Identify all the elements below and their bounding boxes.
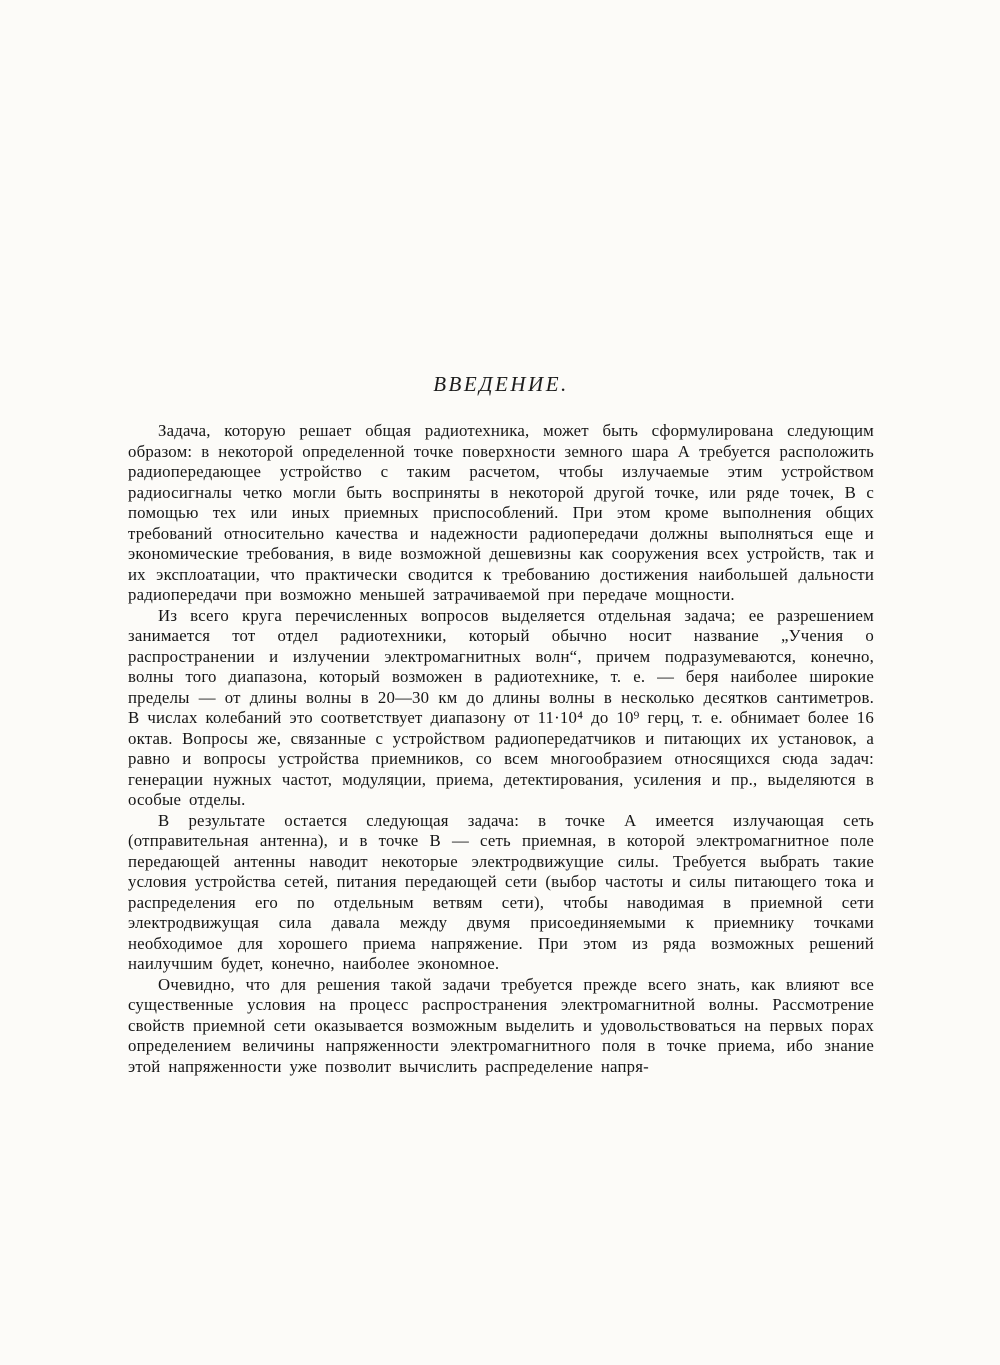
paragraph-3: В результате остается следующая задача: в точке А имеется излучающая сеть (отправительная антенна), и в точке В — сеть приемная, в которой электромагнитное поле передающей антенны наводит некоторые электродвижущие силы. Требуется выбрать такие условия устройства сетей, питания передающей сети (выбор частоты и силы питающего тока и распределения его по отдельным ветвям сети), чтобы наводимая в приемной сети электродвижущая сила давала между двумя присоединяемыми к приемнику точками необходимое для хорошего приема напряжение. При этом из ряда возможных решений наилучшим будет, конечно, наиболее экономное.	[128, 810, 874, 973]
text-block	[128, 372, 874, 1077]
paragraph-4: Очевидно, что для решения такой задачи требуется прежде всего знать, как влияют все существенные условия на процесс распространения электромагнитной волны. Рассмотрение свойств приемной сети оказывается возможным выделить и удовольствоваться на первых порах определением величины напряженности электромагнитного поля в точке приема, ибо знание этой напряженности уже позволит вычислить распределение напря-	[128, 974, 874, 1076]
paragraph-1: Задача, которую решает общая радиотехника, может быть сформулирована следующим образом: в некоторой определенной точке поверхности земного шара А требуется расположить радиопередающее устройство с таким расчетом, чтобы излучаемые этим устройством радиосигналы четко могли быть восприняты в некоторой другой точке, или ряде точек, В с помощью тех или иных приемных приспособлений. При этом кроме выполнения общих требований относительно качества и надежности радиопередачи должны выполняться еще и экономические требования, в виде возможной дешевизны как сооружения всех устройств, так и их эксплоатации, что практически сводится к требованию достижения наибольшей дальности радиопередачи при возможно меньшей затрачиваемой при передаче мощности.	[128, 421, 874, 604]
paragraph-2: Из всего круга перечисленных вопросов выделяется отдельная задача; ее разрешением занимается тот отдел радиотехники, который обычно носит название „Учения о распространении и излучении электромагнитных волн“, причем подразумеваются, конечно, волны того диапазона, который возможен в радиотехнике, т. е. — беря наиболее широкие пределы — от длины волны в 20—30 км до длины волны в несколько десятков сантиметров. В числах колебаний это соответствует диапазону от 11·10⁴ до 10⁹ герц, т. е. обнимает более 16 октав. Вопросы же, связанные с устройством радиопередатчиков и питающих их установок, а равно и вопросы устройства приемников, со всем многообразием относящихся сюда задач: генерации нужных частот, модуляции, приема, детектирования, усиления и пр., выделяются в особые отделы.	[128, 605, 874, 809]
page-title: ВВЕДЕНИЕ.	[433, 372, 569, 396]
